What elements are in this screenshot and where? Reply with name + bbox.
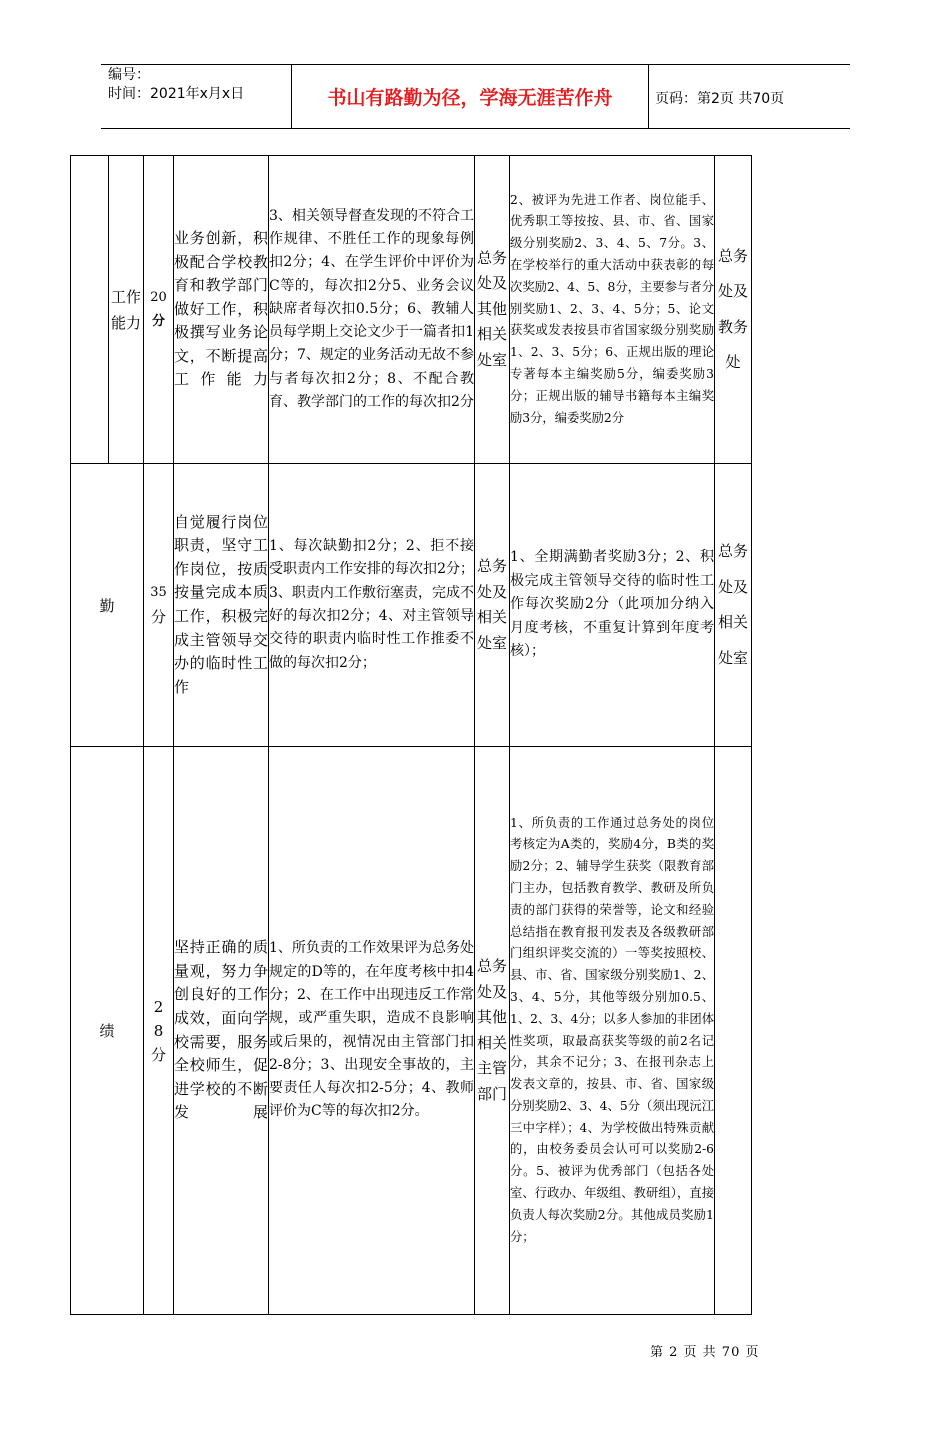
bonus-dept-cell: 总务处及相关处室	[715, 464, 752, 747]
score-cell	[144, 464, 174, 747]
table-row	[71, 464, 752, 747]
document-number: 编号：	[108, 67, 150, 83]
standard-cell: 业务创新，积极配合学校教育和教学部门做好工作，积极撰写业务论文，不断提高工作能力	[174, 156, 269, 464]
header-motto: 书山有路勤为径，学海无涯苦作舟	[327, 87, 613, 109]
category-cell	[71, 156, 109, 464]
page-footer: 第 2 页 共 70 页	[650, 1345, 760, 1360]
table-row	[71, 747, 752, 1315]
bonus-dept-cell: 总务处及教务处	[715, 156, 752, 464]
table-row	[71, 156, 752, 464]
deduction-dept-cell: 总务处及其他相关主管部门	[475, 747, 510, 1315]
score-cell	[144, 156, 174, 464]
score-unit: 分	[150, 1045, 166, 1064]
category-cell: 绩	[71, 747, 144, 1315]
category-cell: 勤	[71, 464, 144, 747]
score-unit: 分	[151, 313, 165, 329]
deduction-cell: 3、相关领导督查发现的不符合工作规律、不胜任工作的现象每例扣2分；4、在学生评价中评价为C等的，每次扣2分5、业务会议缺席者每次扣0.5分；6、教辅人员每学期上交论文少于一篇者扣1分；7、规定的业务活动无故不参与者每次扣2分；8、不配合教育、教学部门的工作的每次扣2分	[269, 156, 475, 464]
bonus-cell: 2、被评为先进工作者、岗位能手、优秀职工等按按、县、市、省、国家级分别奖励2、3、4、5、7分。3、在学校举行的重大活动中获表彰的每次奖励2、4、5、8分，主要参与者分别奖励1、2、3、4、5分；5、论文获奖或发表按县市省国家级分别奖励1、2、3、5分；6、正规出版的理论专著每本主编奖励5分，编委奖励3分；正规出版的辅导书籍每本主编奖励3分，编委奖励2分	[510, 156, 715, 464]
score-value: 35	[150, 585, 167, 600]
header-divider	[648, 64, 649, 128]
score-cell	[144, 747, 174, 1315]
bonus-cell: 1、所负责的工作通过总务处的岗位考核定为A类的，奖励4分，B类的奖励2分；2、辅导学生获奖（限教育部门主办，包括教育教学、教研及所负责的部门获得的荣誉等，论文和经验总结指在教育报刊发表及各级教研部门组织评奖交流的）一等奖按照校、县、市、省、国家级分别奖励1、2、3、4、5分，其他等级分别加0.5、1、2、3、4分；以多人参加的非团体性奖项，取最高获奖等级的前2名记分，其余不记分；3、在报刊杂志上发表文章的，按县、市、省、国家级分别奖励2、3、4、5分（须出现沅江三中字样）；4、为学校做出特殊贡献的，由校务委员会认可可以奖励2-6分。5、被评为优秀部门（包括各处室、行政办、年级组、教研组），直接负责人每次奖励2分。其他成员奖励1分；	[510, 747, 715, 1315]
header-page-number: 页码：第2页 共70页	[655, 91, 785, 107]
deduction-cell: 1、每次缺勤扣2分；2、拒不接受职责内工作安排的每次扣2分；3、职责内工作敷衍塞责，完成不好的每次扣2分；4、对主管领导交待的职责内临时性工作推委不做的每次扣2分；	[269, 464, 475, 747]
score-value: 28	[153, 997, 164, 1040]
deduction-dept-cell: 总务处及相关处室	[475, 464, 510, 747]
score-unit: 分	[150, 608, 166, 626]
deduction-dept-cell: 总务处及其他相关处室	[475, 156, 510, 464]
deduction-cell: 1、所负责的工作效果评为总务处规定的D等的，在年度考核中扣4分；2、在工作中出现违反工作常规，或严重失职，造成不良影响或后果的，视情况由主管部门扣2-8分；3、出现安全事故的，主要责任人每次扣2-5分；4、教师评价为C等的每次扣2分。	[269, 747, 475, 1315]
standard-cell: 自觉履行岗位职责，坚守工作岗位，按质按量完成本质工作，积极完成主管领导交办的临时性工作	[174, 464, 269, 747]
assessment-table	[70, 155, 752, 1315]
standard-cell: 坚持正确的质量观，努力争创良好的工作成效，面向学校需要，服务全校师生，促进学校的不断发展	[174, 747, 269, 1315]
document-time: 时间：2021年x月x日	[108, 86, 245, 102]
bonus-cell: 1、全期满勤者奖励3分；2、积极完成主管领导交待的临时性工作每次奖励2分（此项加分纳入月度考核，不重复计算到年度考核）；	[510, 464, 715, 747]
header-bottom-rule	[101, 128, 850, 129]
score-value: 20	[150, 289, 167, 305]
header-top-rule	[101, 64, 850, 65]
bonus-dept-cell	[715, 747, 752, 1315]
header-meta	[108, 66, 290, 104]
sub-category-cell: 工作能力	[109, 156, 144, 464]
